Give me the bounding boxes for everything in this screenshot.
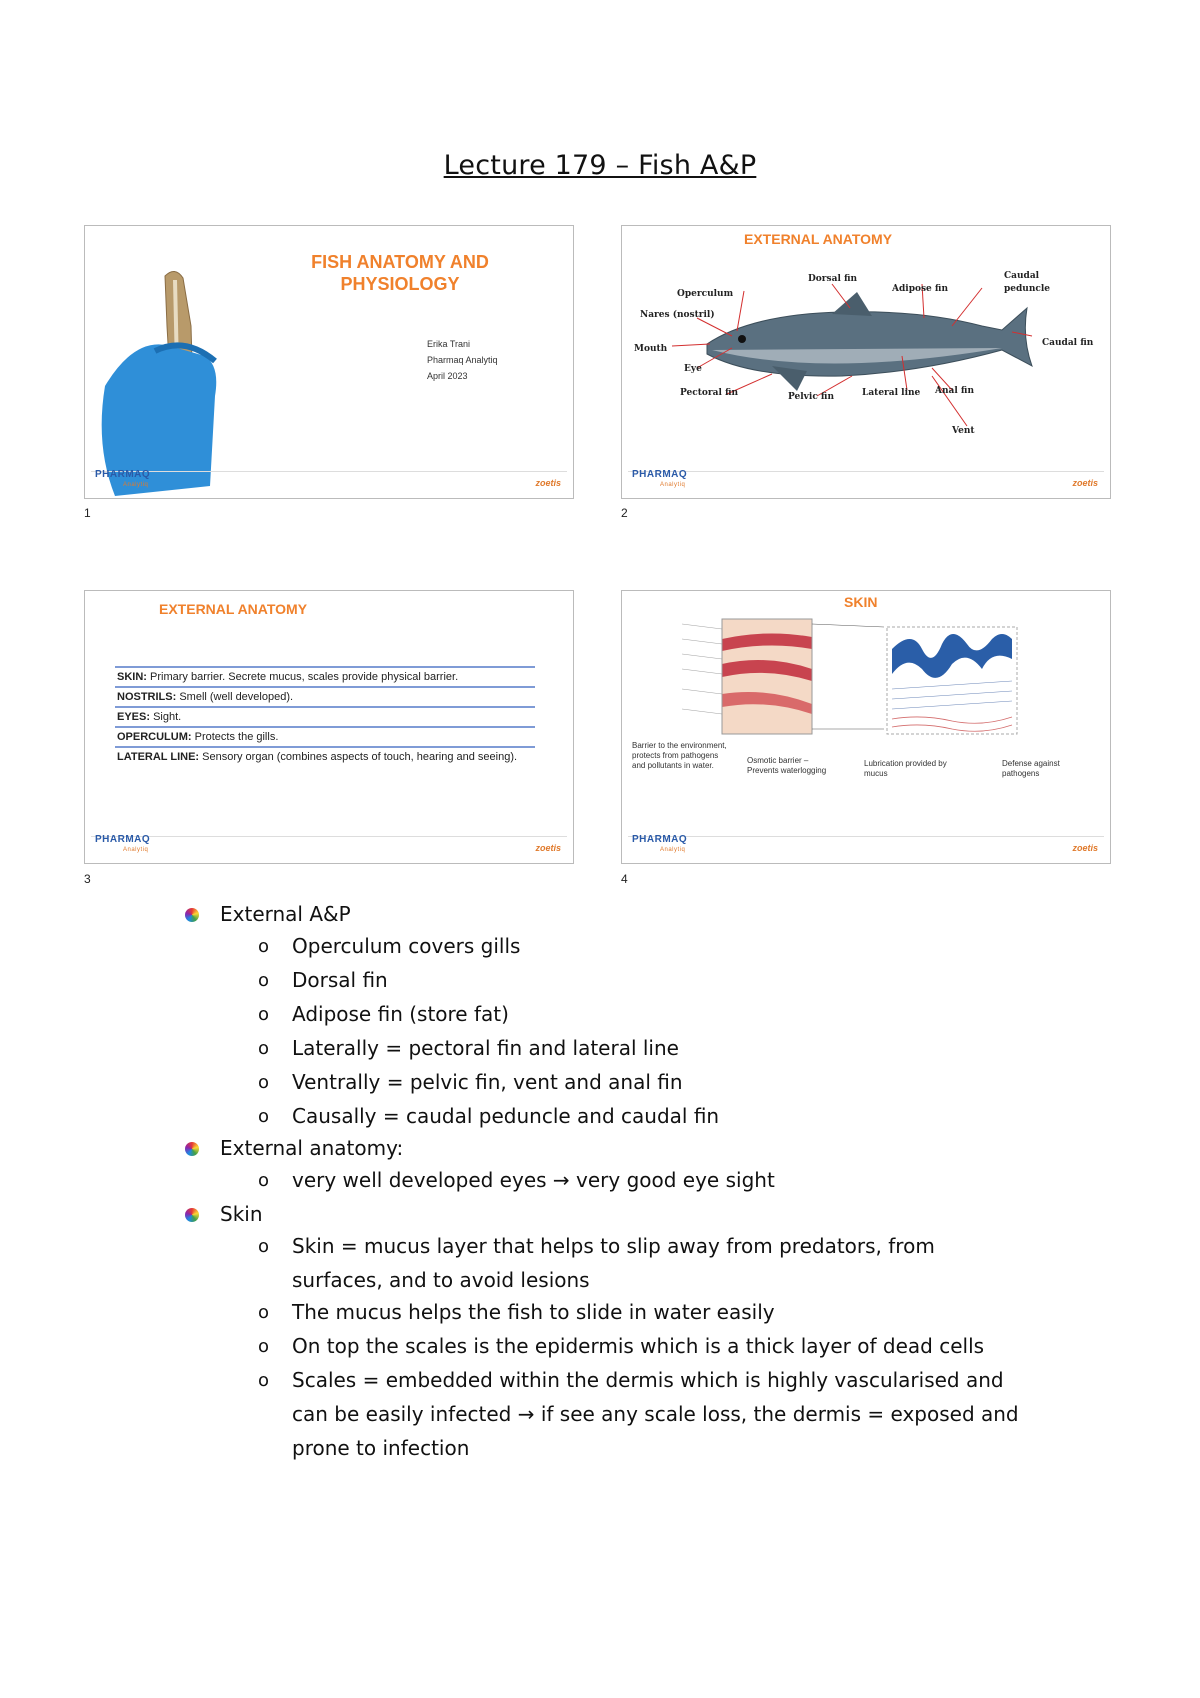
section-heading: External anatomy: bbox=[220, 1136, 404, 1160]
author: Erika Trani bbox=[427, 339, 471, 349]
circle-bullet-icon: o bbox=[258, 1302, 270, 1323]
list-item-continuation: prone to infection bbox=[292, 1436, 470, 1460]
circle-bullet-icon: o bbox=[258, 1236, 270, 1257]
label-caudal-peduncle: Caudal peduncle bbox=[1004, 271, 1051, 294]
circle-bullet-icon: o bbox=[258, 970, 270, 991]
label-vent: Vent bbox=[952, 426, 975, 436]
list-item: Laterally = pectoral fin and lateral line bbox=[292, 1036, 679, 1060]
label-operculum: Operculum bbox=[677, 289, 734, 299]
slide-title: FISH ANATOMY AND PHYSIOLOGY bbox=[311, 252, 489, 294]
caption-osmotic: Osmotic barrier – Prevents waterlogging bbox=[747, 756, 827, 775]
caption-defense: Defense against pathogens bbox=[1002, 759, 1060, 778]
page-title: Lecture 179 – Fish A&P bbox=[443, 150, 757, 181]
slide-1 bbox=[84, 225, 574, 499]
list-item: The mucus helps the fish to slide in water easily bbox=[292, 1300, 775, 1324]
table-row: NOSTRILS: Smell (well developed). bbox=[115, 686, 535, 706]
slide-meta bbox=[427, 336, 498, 384]
bullet-icon bbox=[185, 1142, 199, 1156]
pharmaq-logo: PHARMAQ Analytiq bbox=[95, 469, 151, 488]
slide-title: EXTERNAL ANATOMY bbox=[159, 601, 308, 617]
list-item: Causally = caudal peduncle and caudal fin bbox=[292, 1104, 720, 1128]
anatomy-table bbox=[115, 666, 535, 766]
list-item-continuation: surfaces, and to avoid lesions bbox=[292, 1268, 590, 1292]
list-item-continuation: can be easily infected → if see any scale loss, the dermis = exposed and bbox=[292, 1402, 1019, 1426]
circle-bullet-icon: o bbox=[258, 1072, 270, 1093]
section-heading: Skin bbox=[220, 1202, 263, 1226]
label-adipose-fin: Adipose fin bbox=[892, 284, 949, 294]
label-lateral-line: Lateral line bbox=[862, 388, 921, 398]
table-row: LATERAL LINE: Sensory organ (combines aspects of touch, hearing and seeing). bbox=[115, 746, 535, 766]
footer-divider bbox=[628, 836, 1104, 837]
list-item: Adipose fin (store fat) bbox=[292, 1002, 509, 1026]
list-item: very well developed eyes → very good eye sight bbox=[292, 1168, 775, 1192]
slide-number: 2 bbox=[621, 506, 628, 520]
slide-4 bbox=[621, 590, 1111, 864]
circle-bullet-icon: o bbox=[258, 1336, 270, 1357]
footer-divider bbox=[91, 471, 567, 472]
circle-bullet-icon: o bbox=[258, 1370, 270, 1391]
table-row: SKIN: Primary barrier. Secrete mucus, scales provide physical barrier. bbox=[115, 666, 535, 686]
label-pelvic-fin: Pelvic fin bbox=[788, 392, 835, 402]
table-row: EYES: Sight. bbox=[115, 706, 535, 726]
label-nares: Nares (nostril) bbox=[640, 310, 715, 320]
caption-lubrication: Lubrication provided by mucus bbox=[864, 759, 947, 778]
section-heading: External A&P bbox=[220, 902, 351, 926]
zoetis-logo: zoetis bbox=[535, 478, 561, 488]
caption-barrier: Barrier to the environment, protects from pathogens and pollutants in water. bbox=[632, 741, 727, 770]
label-caudal-fin: Caudal fin bbox=[1042, 338, 1094, 348]
footer-divider bbox=[91, 836, 567, 837]
organisation: Pharmaq Analytiq bbox=[427, 355, 498, 365]
bullet-icon bbox=[185, 1208, 199, 1222]
skin-histology-images bbox=[622, 609, 1111, 759]
list-item: Ventrally = pelvic fin, vent and anal fin bbox=[292, 1070, 683, 1094]
bullet-icon bbox=[185, 908, 199, 922]
pharmaq-logo: PHARMAQ Analytiq bbox=[632, 834, 688, 853]
circle-bullet-icon: o bbox=[258, 936, 270, 957]
slide-title: SKIN bbox=[844, 594, 878, 610]
circle-bullet-icon: o bbox=[258, 1170, 270, 1191]
label-anal-fin: Anal fin bbox=[935, 386, 974, 396]
zoetis-logo: zoetis bbox=[1072, 843, 1098, 853]
slide-title: EXTERNAL ANATOMY bbox=[744, 231, 893, 247]
pharmaq-logo: PHARMAQ Analytiq bbox=[632, 469, 688, 488]
list-item: Operculum covers gills bbox=[292, 934, 521, 958]
pharmaq-logo: PHARMAQ Analytiq bbox=[95, 834, 151, 853]
fish-diagram bbox=[622, 226, 1111, 466]
circle-bullet-icon: o bbox=[258, 1038, 270, 1059]
slide-2 bbox=[621, 225, 1111, 499]
slide-3 bbox=[84, 590, 574, 864]
label-dorsal-fin: Dorsal fin bbox=[808, 274, 858, 284]
zoetis-logo: zoetis bbox=[1072, 478, 1098, 488]
circle-bullet-icon: o bbox=[258, 1106, 270, 1127]
list-item: Dorsal fin bbox=[292, 968, 388, 992]
list-item: On top the scales is the epidermis which is a thick layer of dead cells bbox=[292, 1334, 985, 1358]
list-item: Scales = embedded within the dermis which is highly vascularised and bbox=[292, 1368, 1004, 1392]
label-pectoral-fin: Pectoral fin bbox=[680, 388, 739, 398]
label-eye: Eye bbox=[684, 364, 702, 374]
zoetis-logo: zoetis bbox=[535, 843, 561, 853]
slide-number: 1 bbox=[84, 506, 91, 520]
slide-number: 3 bbox=[84, 872, 91, 886]
circle-bullet-icon: o bbox=[258, 1004, 270, 1025]
table-row: OPERCULUM: Protects the gills. bbox=[115, 726, 535, 746]
slide-number: 4 bbox=[621, 872, 628, 886]
label-mouth: Mouth bbox=[634, 344, 668, 354]
list-item: Skin = mucus layer that helps to slip away from predators, from bbox=[292, 1234, 935, 1258]
footer-divider bbox=[628, 471, 1104, 472]
date: April 2023 bbox=[427, 371, 468, 381]
gloved-hand-holding-fish-image bbox=[95, 266, 255, 496]
